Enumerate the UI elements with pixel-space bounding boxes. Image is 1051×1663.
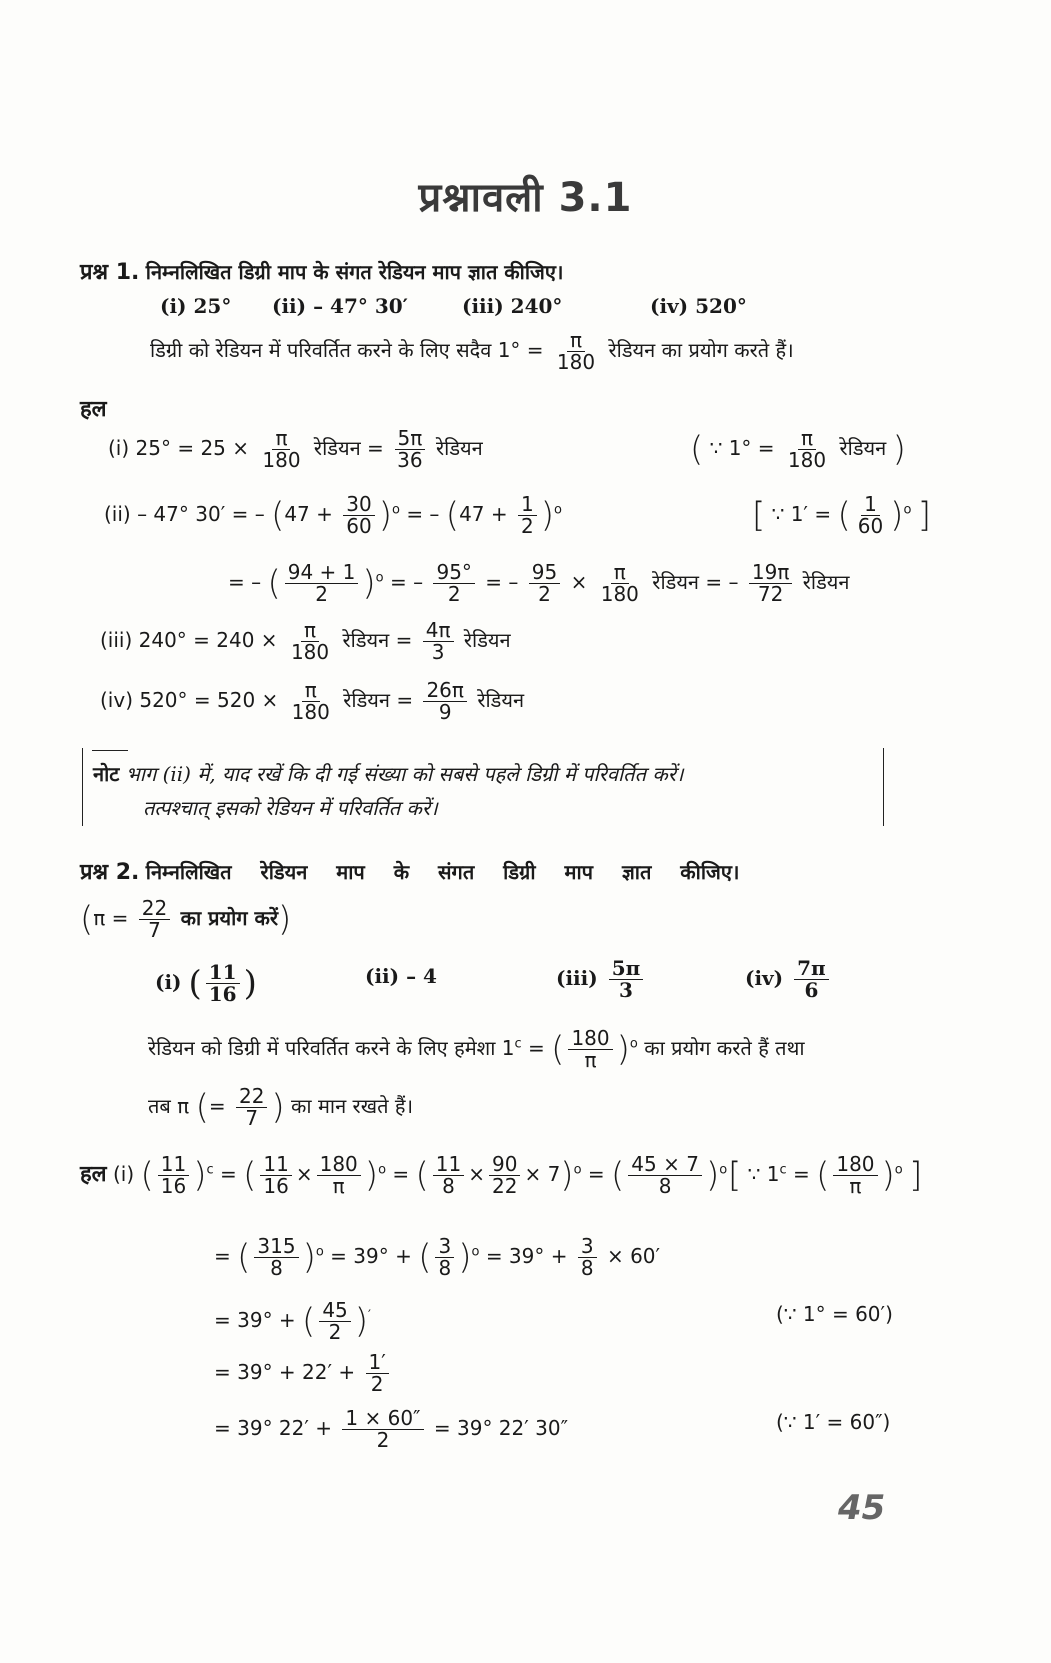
q2-option-ii: (ii) – 4 (365, 964, 437, 988)
question-2-pi-value: (π = $\frac{22}{7}$ का प्रयोग करें) (80, 896, 292, 942)
note-line-1: नोट भाग (ii) में, याद रखें कि दी गई संख्या को सबसे पहले डिग्री में परिवर्तित करें। (93, 762, 684, 786)
solution-2-line-1: हल (i) ( $\frac{11}{16}$ )$^c$ = ( $\frac{11}{16}$ × $\frac{180}{\pi}$ )$^o$ = ( $\frac{11}{8}$ × $\frac{90}{22}$ × 7)$^o$ = ( $\frac{45 \times 7}{8}$ )$^o$ (80, 1152, 728, 1198)
q1-option-iii: (iii) 240° (462, 294, 563, 318)
question-2-text: निम्नलिखित रेडियन माप के संगत डिग्री माप ज्ञात कीजिए। (145, 860, 740, 884)
q2-hint-line-1: रेडियन को डिग्री में परिवर्तित करने के लिए हमेशा 1$^c$ = ( $\frac{180}{\pi}$ )$^o$ का प्रयोग करते हैं तथा (148, 1026, 805, 1072)
note-box (82, 748, 884, 826)
solution-1-part-iv: (iv) 520° = 520 × $\frac{\pi}{180}$ रेडियन = $\frac{26\pi}{9}$ रेडियन (100, 678, 525, 724)
solution-2-line-5: = 39° 22′ + $\frac{1 \times 60''}{2}$ = 39° 22′ 30″ (214, 1406, 569, 1452)
q2-option-iii: (iii) $\frac{5\pi}{3}$ (556, 958, 647, 1001)
question-1-label: प्रश्न 1. (80, 260, 140, 285)
solution-2-line-3: = 39° + ( $\frac{45}{2}$ )′ (214, 1298, 371, 1344)
q1-hint-prefix: डिग्री को रेडियन में परिवर्तित करने के लिए सदैव 1° = (150, 338, 544, 362)
q1-option-i: (i) 25° (160, 294, 232, 318)
question-1-text: निम्नलिखित डिग्री माप के संगत रेडियन माप ज्ञात कीजिए। (145, 260, 564, 284)
q2-hint-line-2: तब π (= $\frac{22}{7}$ ) का मान रखते हैं। (148, 1084, 414, 1130)
note-line-2: तत्पश्चात् इसको रेडियन में परिवर्तित करें। (143, 796, 438, 820)
q1-hint (150, 330, 794, 373)
solution-2-line-5-reason: (∵ 1′ = 60″) (776, 1410, 891, 1434)
solution-1-part-iii: (iii) 240° = 240 × $\frac{\pi}{180}$ रेडियन = $\frac{4\pi}{3}$ रेडियन (100, 618, 511, 664)
question-2-label: प्रश्न 2. (80, 860, 140, 885)
solution-1-part-ii-reason: [ ∵ 1′ = ( $\frac{1}{60}$ )$^o$ ] (752, 492, 932, 538)
solution-1-label: हल (80, 397, 107, 422)
question-2-options: (i) ( $\frac{11}{16}$ ) (155, 960, 257, 1006)
solution-1-part-ii-continued: = – ( $\frac{94 + 1}{2}$ )$^o$ = – $\frac{95^\circ}{2}$ = – $\frac{95}{2}$ × $\frac{\pi}{180}$ रेडियन = – $\frac{19\pi}{72}$ रेडियन (228, 560, 850, 606)
q2-option-iv: (iv) $\frac{7\pi}{6}$ (745, 958, 833, 1001)
question-1-options (160, 292, 747, 320)
solution-2-line-3-reason: (∵ 1° = 60′) (776, 1302, 893, 1326)
solution-1-part-i: (i) 25° = 25 × $\frac{\pi}{180}$ रेडियन = $\frac{5\pi}{36}$ रेडियन (108, 426, 483, 472)
solution-1-part-ii: (ii) – 47° 30′ = – (47 + $\frac{30}{60}$ )$^o$ = – (47 + $\frac{1}{2}$ )$^o$ (104, 492, 562, 538)
solution-2-line-2: = ( $\frac{315}{8}$ )$^o$ = 39° + ( $\frac{3}{8}$ )$^o$ = 39° + $\frac{3}{8}$ × 60′ (214, 1234, 661, 1280)
q1-option-iv: (iv) 520° (650, 294, 747, 318)
question-2 (80, 858, 860, 887)
q1-hint-suffix: रेडियन का प्रयोग करते हैं। (608, 338, 794, 362)
solution-1-part-i-reason: ( ∵ 1° = $\frac{\pi}{180}$ रेडियन ) (690, 426, 906, 472)
note-label: नोट (93, 762, 120, 786)
page-number: 45 (838, 1488, 886, 1528)
question-1 (80, 258, 564, 287)
fraction-pi-180: $\frac{\pi}{180}$ (556, 328, 596, 374)
solution-2-line-1-reason: [ ∵ 1$^c$ = ( $\frac{180}{\pi}$ )$^o$ ] (728, 1152, 923, 1198)
solution-2-line-4: = 39° + 22′ + $\frac{1'}{2}$ (214, 1352, 393, 1395)
page-title: प्रश्नावली 3.1 (418, 175, 633, 221)
q1-option-ii: (ii) – 47° 30′ (272, 294, 408, 318)
